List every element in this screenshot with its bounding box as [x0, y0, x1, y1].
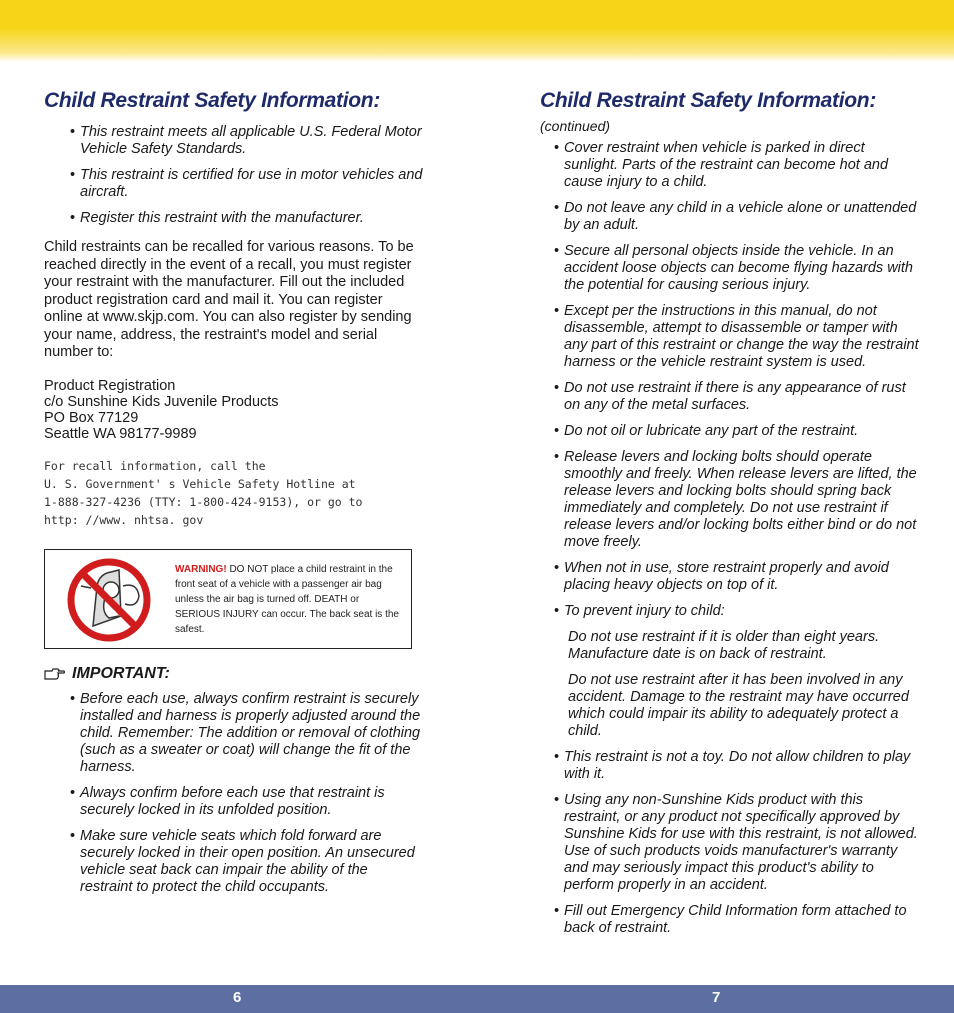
list-item: • Release levers and locking bolts should operate smoothly and freely. When release levers are lifted, the release levers and locking bolts should spring back immediately and completely. Do not use restraint if release levers and/or locking bolts either bind or do not move freely. [540, 449, 920, 551]
list-item: • This restraint meets all applicable U.S. Federal Motor Vehicle Safety Standards. [44, 124, 424, 158]
list-item: • To prevent injury to child: [540, 603, 920, 620]
list-item: • Always confirm before each use that restraint is securely locked in its unfolded position. [44, 785, 424, 819]
address-line: c/o Sunshine Kids Juvenile Products [44, 393, 279, 410]
important-list [44, 691, 424, 896]
left-page-heading: Child Restraint Safety Information: [44, 89, 381, 112]
address-line: Product Registration [44, 377, 176, 394]
list-item: • Register this restraint with the manufacturer. [44, 210, 424, 227]
list-item: • This restraint is not a toy. Do not allow children to play with it. [540, 749, 920, 783]
top-yellow-band [0, 0, 954, 62]
list-item: • Fill out Emergency Child Information form attached to back of restraint. [540, 903, 920, 937]
list-item: • Using any non-Sunshine Kids product with this restraint, or any product not specifically approved by Sunshine Kids for use with this restraint, is not allowed. Use of such products voids manufacturer's warranty and may seriously impact this product's ability to perform properly in an accident. [540, 792, 920, 894]
address-line: Seattle WA 98177-9989 [44, 425, 197, 442]
sub-paragraph: Do not use restraint if it is older than eight years. Manufacture date is on back of restraint. [568, 629, 880, 662]
list-item: • Secure all personal objects inside the vehicle. In an accident loose objects can become flying hazards with the potential for causing serious injury. [540, 243, 920, 294]
sub-paragraph: Do not use restraint after it has been involved in any accident. Damage to the restraint may have occurred which could impair its ability to adequately protect a child. [568, 672, 909, 739]
right-page [540, 88, 920, 946]
list-item: • When not in use, store restraint properly and avoid placing heavy objects on top of it. [540, 560, 920, 594]
hotline-info [44, 457, 424, 529]
hotline-line: U. S. Government' s Vehicle Safety Hotline at [44, 476, 356, 491]
no-front-seat-airbag-icon [53, 556, 165, 644]
hotline-line: 1-888-327-4236 (TTY: 1-800-424-9153), or go to [44, 494, 363, 509]
registration-address [44, 378, 424, 442]
standards-list [44, 124, 424, 227]
list-item: • Before each use, always confirm restraint is securely installed and harness is properly adjusted around the child. Remember: The addition or removal of clothing (such as a sweater or coat) will change the fit of the harness. [44, 691, 424, 776]
hotline-line: For recall information, call the [44, 458, 266, 473]
list-item: • Do not leave any child in a vehicle alone or unattended by an adult. [540, 200, 920, 234]
list-item: • Except per the instructions in this manual, do not disassemble, attempt to disassemble or tamper with any part of this restraint or change the way the restraint harness or the vehicle restraint system is used. [540, 303, 920, 371]
warning-body: DO NOT place a child restraint in the front seat of a vehicle with a passenger air bag unless the air bag is turned off. DEATH or SERIOUS INJURY can occur. The back seat is the safest. [175, 563, 399, 635]
safety-list [540, 140, 920, 620]
list-item: • Cover restraint when vehicle is parked in direct sunlight. Parts of the restraint can become hot and cause injury to a child. [540, 140, 920, 191]
page-number-right: 7 [712, 989, 721, 1006]
warning-label: WARNING! [175, 563, 227, 575]
list-item: • Do not oil or lubricate any part of the restraint. [540, 423, 920, 440]
footer-band [0, 985, 954, 1013]
continued-label: (continued) [540, 118, 611, 134]
address-line: PO Box 77129 [44, 409, 139, 426]
list-item: • Make sure vehicle seats which fold forward are securely locked in their open position. An unsecured vehicle seat back can impair the ability of the restraint to protect the child occupants. [44, 828, 424, 896]
warning-text [175, 562, 405, 637]
safety-list-continued [540, 749, 920, 937]
right-page-heading: Child Restraint Safety Information: [540, 89, 877, 112]
important-heading [44, 665, 424, 683]
page-number-left: 6 [233, 989, 242, 1006]
list-item: • Do not use restraint if there is any appearance of rust on any of the metal surfaces. [540, 380, 920, 414]
airbag-warning-box [44, 549, 412, 649]
pointing-hand-icon [44, 668, 66, 680]
recall-paragraph: Child restraints can be recalled for various reasons. To be reached directly in the event of a recall, you must register your restraint with the manufacturer. Fill out the included product registration card and mail it. You can register online at www.skjp.com. You can also register by sending your name, address, the restraint's model and serial number to: [44, 239, 414, 360]
left-page [44, 88, 424, 905]
hotline-line: http: //www. nhtsa. gov [44, 512, 204, 527]
list-item: • This restraint is certified for use in motor vehicles and aircraft. [44, 167, 424, 201]
important-title: IMPORTANT: [72, 664, 170, 682]
